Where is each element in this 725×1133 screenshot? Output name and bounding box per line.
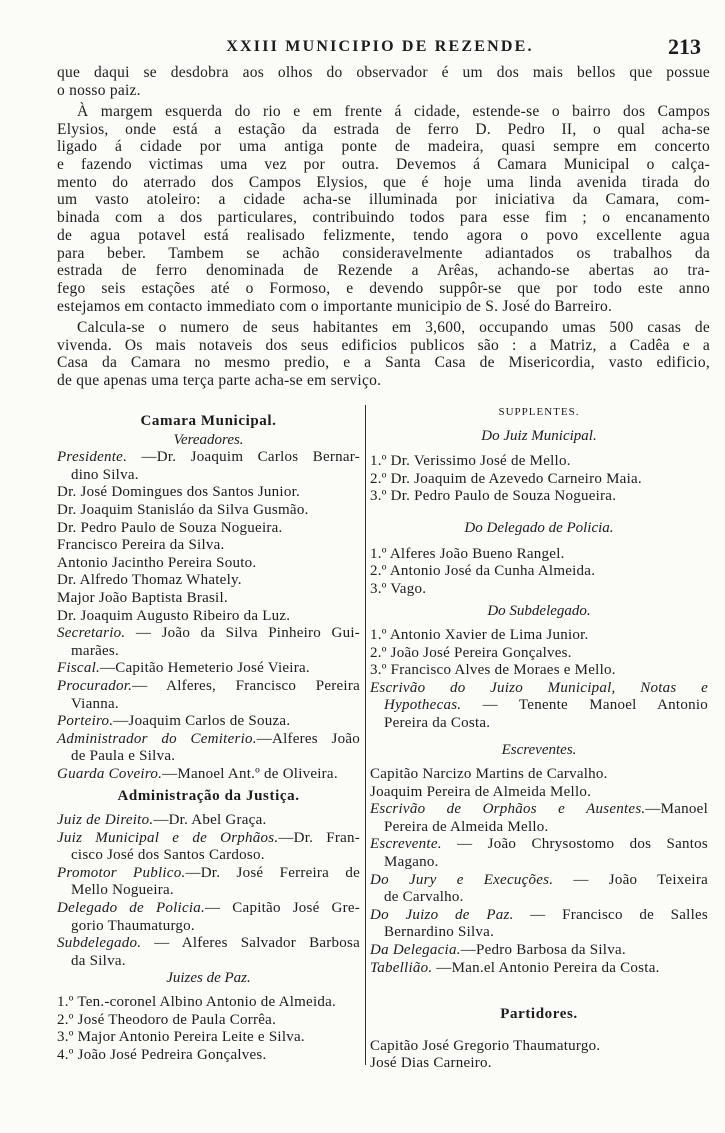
official-name: Dr. Joaquim Stanisláo da Silva Gusmão. — [57, 501, 309, 518]
official-name: 1.º Antonio Xavier de Lima Junior. — [370, 626, 589, 643]
entry-line — [370, 627, 708, 645]
entry-line — [57, 847, 360, 865]
office-title: Hypothecas. — [384, 697, 462, 714]
entry-line — [57, 1029, 360, 1047]
official-entry — [57, 830, 360, 865]
official-name: —Joaquim Carlos de Souza. — [113, 713, 291, 730]
text-line: que daqui se desdobra aos olhos do observador é um dos mais bellos que possue — [57, 64, 710, 81]
office-title: Escrevente. — [370, 836, 442, 853]
entry-line — [57, 590, 360, 608]
entry-line — [57, 1047, 360, 1065]
official-entry — [370, 907, 708, 942]
official-entry — [370, 563, 708, 581]
official-name: dino Silva. — [71, 466, 139, 483]
entry-line — [57, 643, 360, 661]
text-line: Calcula-se o numero de seus habitantes em 3,600, occupando umas 500 casas de — [77, 318, 710, 336]
official-name: 3.º Dr. Pedro Paulo de Souza Nogueira. — [370, 488, 617, 505]
entry-line — [370, 907, 708, 925]
subsection-heading: Escreventes. — [501, 741, 577, 758]
text-line: estejamos em contacto immediato com o importante municipio de S. José do Barreiro. — [57, 297, 613, 315]
official-entry — [57, 678, 360, 713]
entry-line — [57, 555, 360, 573]
text-line: estrada de ferro denominada de Rezende a Arêas, achando-se abertas ao tra- — [57, 262, 710, 280]
page-number: 213 — [668, 34, 701, 59]
official-entry — [370, 836, 708, 871]
text-line: de agua potavel está realisado felizmente, tendo agora o povo excellente agua — [57, 226, 710, 244]
office-title: Escrivão de Orphãos e Ausentes. — [370, 801, 646, 818]
entry-line — [57, 625, 360, 643]
text-line: À margem esquerda do rio e em frente á cidade, estende-se o bairro dos Campos — [77, 102, 710, 120]
official-name: — Francisco de Salles — [513, 906, 709, 923]
official-entry — [57, 520, 360, 538]
official-entry — [57, 812, 360, 830]
official-entry — [370, 801, 708, 836]
entry-line — [370, 1055, 708, 1073]
entry-line — [370, 1038, 708, 1056]
text-line: Elysios, onde está a estação da estrada de ferro D. Pedro II, o qual acha-se — [57, 120, 710, 138]
entry-line — [57, 900, 360, 918]
entry-line — [370, 697, 708, 715]
entry-line — [57, 812, 360, 830]
text-line: de que apenas uma terça parte acha-se em serviço. — [57, 371, 382, 389]
official-entry — [57, 449, 360, 484]
entry-line — [370, 453, 708, 471]
official-entry — [370, 546, 708, 564]
body-text — [57, 64, 710, 390]
office-title: Tabellião. — [370, 959, 433, 976]
office-title: Do Jury e Execuções. — [370, 871, 554, 888]
official-name: —Dr. Joaquim Carlos Bernar- — [127, 449, 360, 466]
entry-line — [57, 830, 360, 848]
entry-line — [57, 1012, 360, 1030]
official-name: —Alferes João — [256, 730, 360, 747]
official-name: da Silva. — [71, 952, 126, 969]
official-name: Vianna. — [71, 695, 119, 712]
entry-line — [57, 748, 360, 766]
entry-line — [57, 731, 360, 749]
official-name: marães. — [71, 642, 119, 659]
text-line: um vasto atoleiro: a cidade acha-se illuminada por iniciativa da Camara, com- — [57, 191, 710, 209]
entry-line — [57, 935, 360, 953]
official-name: Francisco Pereira da Silva. — [57, 537, 225, 554]
official-name: — Capitão José Gre- — [205, 900, 361, 917]
official-name: 2.º José Theodoro de Paula Corrêa. — [57, 1011, 277, 1028]
official-name: Dr. Alfredo Thomaz Whately. — [57, 572, 242, 589]
office-title: Juiz Municipal e de Orphãos. — [57, 829, 279, 846]
official-entry — [57, 608, 360, 626]
official-name: Capitão José Gregorio Thaumaturgo. — [370, 1037, 601, 1054]
official-name: 4.º João José Pedreira Gonçalves. — [57, 1046, 267, 1063]
entry-line — [370, 819, 708, 837]
official-name: — Alferes Salvador Barbosa — [141, 935, 360, 952]
entry-line — [57, 766, 360, 784]
text-line: vivenda. Os mais notaveis dos seus edificios publicos são : a Matriz, a Cadêa e a — [57, 336, 710, 354]
office-title: Porteiro. — [57, 713, 114, 730]
entry-line — [370, 801, 708, 819]
section-heading: Camara Municipal. — [140, 413, 277, 429]
office-title: Da Delegacia. — [370, 942, 461, 959]
official-entry — [370, 662, 708, 680]
official-name: Magano. — [384, 854, 439, 871]
official-name: —Dr. José Ferreira de — [185, 864, 360, 881]
official-name: Pereira da Costa. — [384, 714, 491, 731]
entry-line — [57, 537, 360, 555]
office-title: Do Juizo de Paz. — [370, 906, 514, 923]
official-name: — João da Silva Pinheiro Gui- — [125, 625, 360, 642]
right-column-officials — [370, 404, 708, 1073]
official-entry — [57, 590, 360, 608]
entry-line — [370, 546, 708, 564]
entry-line — [57, 865, 360, 883]
entry-line — [57, 696, 360, 714]
entry-line — [370, 924, 708, 942]
official-name: Dr. Joaquim Augusto Ribeiro da Luz. — [57, 607, 291, 624]
official-name: 3.º Major Antonio Pereira Leite e Silva. — [57, 1029, 305, 1046]
paragraph — [57, 64, 710, 99]
entry-line — [370, 784, 708, 802]
office-title: Escrivão do Juizo Municipal, Notas e — [370, 679, 708, 696]
official-name: 2.º Dr. Joaquim de Azevedo Carneiro Maia. — [370, 470, 642, 487]
subsection-heading: Do Subdelegado. — [487, 603, 591, 620]
office-title: Fiscal. — [57, 660, 100, 677]
office-title: Promotor Publico. — [57, 864, 186, 881]
entry-line — [370, 715, 708, 733]
section-heading: SUPPLENTES. — [498, 406, 580, 418]
official-entry — [370, 453, 708, 471]
running-header — [0, 36, 725, 62]
official-name: —Capitão Hemeterio José Vieira. — [100, 660, 310, 677]
entry-line — [370, 836, 708, 854]
text-line: o nosso paiz. — [57, 81, 141, 99]
entry-line — [370, 766, 708, 784]
official-entry — [370, 1038, 708, 1056]
official-entry — [370, 942, 708, 960]
official-entry — [370, 488, 708, 506]
office-title: Delegado de Policia. — [57, 900, 206, 917]
official-entry — [57, 713, 360, 731]
entry-line — [370, 960, 708, 978]
official-entry — [57, 660, 360, 678]
entry-line — [370, 471, 708, 489]
text-line: fego seis estações até o Formoso, e devendo suppôr-se que por todo este anno — [57, 279, 710, 297]
official-name: —Dr. Fran- — [278, 829, 361, 846]
official-entry — [57, 1012, 360, 1030]
official-entry — [57, 731, 360, 766]
official-entry — [57, 994, 360, 1012]
left-column-officials — [57, 413, 360, 1064]
official-entry — [370, 645, 708, 663]
official-entry — [57, 537, 360, 555]
official-name: gorio Thaumaturgo. — [71, 917, 195, 934]
entry-line — [57, 449, 360, 467]
official-entry — [57, 625, 360, 660]
paragraph — [57, 103, 710, 315]
official-name: — João Chrysostomo dos Santos — [441, 836, 708, 853]
subsection-heading: Do Juiz Municipal. — [481, 427, 597, 444]
official-entry — [370, 680, 708, 733]
subsection-heading: Vereadores. — [173, 431, 244, 448]
office-title: Presidente. — [57, 449, 128, 466]
office-title: Administrador do Cemiterio. — [57, 730, 257, 747]
official-name: — João Teixeira — [553, 871, 708, 888]
entry-line — [57, 660, 360, 678]
official-entry — [57, 1029, 360, 1047]
entry-line — [370, 662, 708, 680]
office-title: Secretario. — [57, 625, 126, 642]
section-heading: Administração da Justiça. — [117, 788, 300, 805]
official-name: 1.º Dr. Verissimo José de Mello. — [370, 453, 571, 470]
entry-line — [370, 581, 708, 599]
office-title: Subdelegado. — [57, 935, 142, 952]
official-entry — [57, 572, 360, 590]
official-entry — [57, 935, 360, 970]
subsection-heading: Juizes de Paz. — [166, 970, 251, 987]
official-name: —Pedro Barbosa da Silva. — [460, 942, 626, 959]
official-name: Antonio Jacintho Pereira Souto. — [57, 554, 257, 571]
section-heading: Partidores. — [500, 1006, 578, 1023]
text-line: para beber. Tambem se achão consideravelmente adiantados os trabalhos da — [57, 244, 710, 262]
entry-line — [370, 872, 708, 890]
text-line: ligado á cidade por uma antiga ponte de madeira, quasi sempre em concerto — [57, 138, 710, 156]
official-name: 1.º Alferes João Bueno Rangel. — [370, 545, 565, 562]
entry-line — [57, 953, 360, 971]
entry-line — [57, 918, 360, 936]
official-entry — [57, 484, 360, 502]
entry-line — [370, 942, 708, 960]
chapter-title: XXIII MUNICIPIO DE REZENDE. — [226, 38, 534, 55]
official-entry — [370, 766, 708, 784]
text-line: Casa da Camara no mesmo predio, e a Santa Casa de Misericordia, vasto edificio, — [57, 354, 710, 372]
official-entry — [57, 1047, 360, 1065]
official-name: — Alferes, Francisco Pereira — [132, 677, 360, 694]
entry-line — [57, 713, 360, 731]
entry-line — [57, 994, 360, 1012]
text-line: binada com a dos particulares, contribuindo todos para esse fim ; o encanamento — [57, 209, 710, 227]
entry-line — [370, 680, 708, 698]
official-name: —Manoel — [645, 801, 708, 818]
official-name: —Manoel Ant.º de Oliveira. — [162, 765, 338, 782]
entry-line — [57, 484, 360, 502]
official-entry — [370, 1055, 708, 1073]
entry-line — [57, 678, 360, 696]
text-line: e fazendo victimas uma vez por outra. Devemos á Camara Municipal o calça- — [57, 156, 710, 174]
entry-line — [370, 488, 708, 506]
official-name: de Carvalho. — [384, 889, 464, 906]
official-name: José Dias Carneiro. — [370, 1055, 492, 1072]
entry-line — [57, 467, 360, 485]
official-name: —Dr. Abel Graça. — [153, 812, 267, 829]
official-name: 2.º Antonio José da Cunha Almeida. — [370, 563, 596, 580]
official-entry — [370, 471, 708, 489]
entry-line — [57, 572, 360, 590]
entry-line — [370, 645, 708, 663]
entry-line — [57, 608, 360, 626]
official-entry — [370, 960, 708, 978]
official-name: Dr. Pedro Paulo de Souza Nogueira. — [57, 519, 283, 536]
official-name: 2.º João José Pereira Gonçalves. — [370, 644, 572, 661]
entry-line — [370, 854, 708, 872]
official-entry — [370, 872, 708, 907]
office-title: Juiz de Direito. — [57, 812, 154, 829]
official-entry — [57, 766, 360, 784]
entry-line — [57, 502, 360, 520]
entry-line — [370, 563, 708, 581]
official-name: 3.º Vago. — [370, 580, 427, 597]
official-name: Major João Baptista Brasil. — [57, 589, 228, 606]
official-name: Joaquim Pereira de Almeida Mello. — [370, 783, 592, 800]
official-entry — [370, 627, 708, 645]
entry-line — [57, 882, 360, 900]
official-name: Dr. José Domingues dos Santos Junior. — [57, 484, 301, 501]
official-entry — [57, 502, 360, 520]
official-name: —Man.el Antonio Pereira da Costa. — [432, 959, 660, 976]
column-divider — [365, 405, 366, 1065]
official-entry — [370, 784, 708, 802]
official-name: cisco José dos Santos Cardoso. — [71, 847, 265, 864]
official-entry — [57, 555, 360, 573]
official-name: 1.º Ten.-coronel Albino Antonio de Almeida. — [57, 994, 337, 1010]
official-name: 3.º Francisco Alves de Moraes e Mello. — [370, 662, 616, 679]
official-name: Mello Nogueira. — [71, 882, 174, 899]
office-title: Guarda Coveiro. — [57, 765, 163, 782]
official-entry — [57, 865, 360, 900]
official-name: Bernardino Silva. — [384, 924, 495, 941]
official-entry — [57, 900, 360, 935]
official-name: de Paula e Silva. — [71, 748, 176, 765]
official-name: — Tenente Manoel Antonio — [461, 697, 708, 714]
text-line: mento do aterrado dos Campos Elysios, que é hoje uma linda avenida tirada do — [57, 173, 710, 191]
official-name: Pereira de Almeida Mello. — [384, 818, 549, 835]
official-name: Capitão Narcizo Martins de Carvalho. — [370, 766, 608, 783]
office-title: Procurador. — [57, 677, 133, 694]
official-entry — [370, 581, 708, 599]
entry-line — [370, 889, 708, 907]
paragraph — [57, 319, 710, 390]
entry-line — [57, 520, 360, 538]
subsection-heading: Do Delegado de Policia. — [464, 519, 614, 536]
